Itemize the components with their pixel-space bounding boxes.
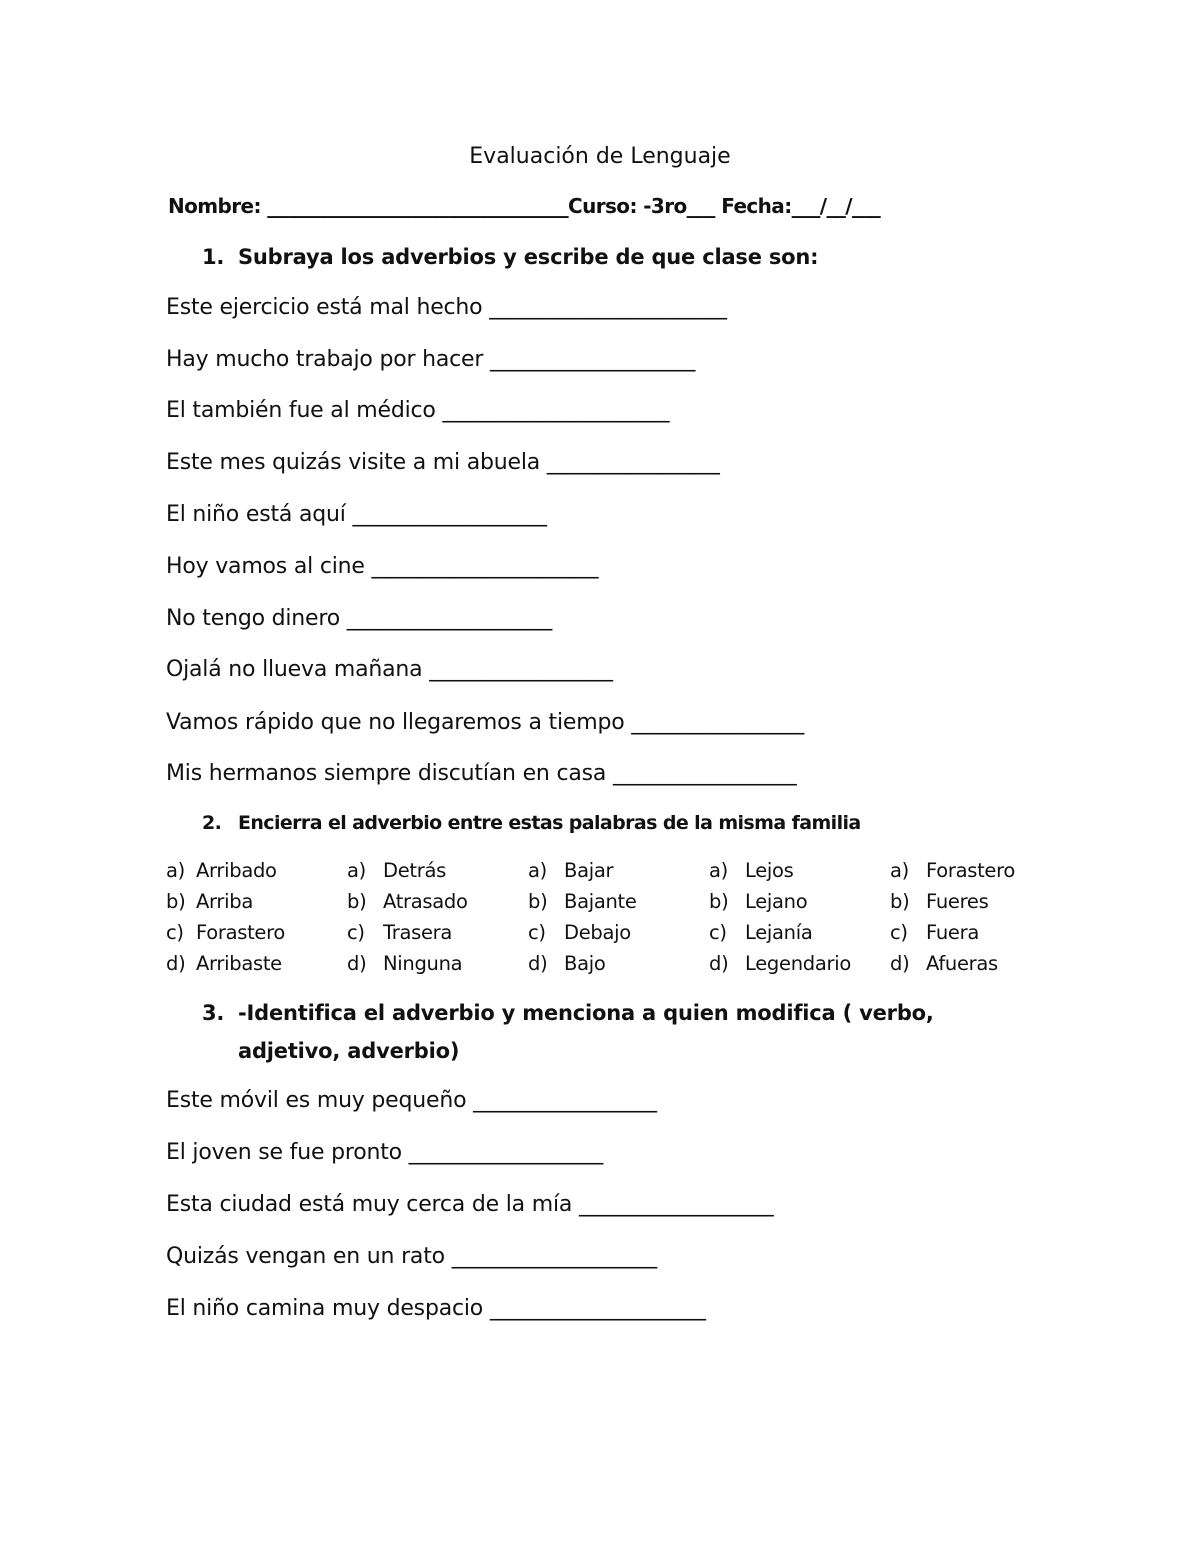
option-item: d) Ninguna (347, 952, 463, 975)
section-2-number: 2. (202, 812, 222, 834)
option-item: d) Arribaste (166, 952, 282, 975)
section-3-sentence: Quizás vengan en un rato ___________________ (166, 1244, 657, 1269)
option-item: c) Debajo (528, 921, 631, 944)
section-1-instruction: Subraya los adverbios y escribe de que clase son: (238, 245, 819, 269)
section-1-sentence: Mis hermanos siempre discutían en casa _________________ (166, 761, 797, 786)
section-1-number: 1. (202, 245, 225, 269)
section-1-sentence: Hoy vamos al cine _____________________ (166, 554, 599, 579)
page-title: Evaluación de Lenguaje (469, 144, 731, 169)
section-3-instruction: -Identifica el adverbio y menciona a quien modifica ( verbo, adjetivo, adverbio) (238, 1001, 934, 1063)
section-1-sentence: No tengo dinero ___________________ (166, 606, 553, 631)
section-1-sentence: Este ejercicio está mal hecho ______________________ (166, 295, 727, 320)
option-item: a) Lejos (709, 859, 794, 882)
student-info-line: Nombre: ________________________________Curso: -3ro___ Fecha:___/__/___ (168, 194, 881, 218)
option-column-3 (528, 856, 708, 980)
section-3-sentence: El niño camina muy despacio ____________________ (166, 1296, 706, 1321)
option-item: a) Detrás (347, 859, 446, 882)
option-item: d) Bajo (528, 952, 606, 975)
section-1-sentence: Ojalá no llueva mañana _________________ (166, 657, 613, 682)
option-item: b) Lejano (709, 890, 808, 913)
section-3-number: 3. (202, 1001, 225, 1025)
section-1-heading (202, 238, 1042, 276)
section-1-sentence: Vamos rápido que no llegaremos a tiempo ________________ (166, 710, 805, 735)
section-3-heading (202, 994, 1042, 1070)
section-1-sentence: El también fue al médico _____________________ (166, 398, 670, 423)
option-column-1 (166, 856, 346, 980)
option-item: b) Atrasado (347, 890, 468, 913)
option-item: d) Legendario (709, 952, 851, 975)
section-1-sentence: Este mes quizás visite a mi abuela ________________ (166, 450, 720, 475)
section-1-sentence: El niño está aquí __________________ (166, 502, 547, 527)
section-3-sentence: Esta ciudad está muy cerca de la mía __________________ (166, 1192, 774, 1217)
option-column-5 (890, 856, 1070, 980)
section-2-instruction: Encierra el adverbio entre estas palabras de la misma familia (238, 812, 861, 834)
option-item: b) Arriba (166, 890, 253, 913)
option-item: b) Bajante (528, 890, 637, 913)
section-3-sentence: Este móvil es muy pequeño _________________ (166, 1088, 657, 1113)
option-item: a) Bajar (528, 859, 614, 882)
option-item: c) Forastero (166, 921, 286, 944)
option-item: d) Afueras (890, 952, 998, 975)
option-column-4 (709, 856, 889, 980)
option-item: b) Fueres (890, 890, 989, 913)
section-3-sentence: El joven se fue pronto __________________ (166, 1140, 604, 1165)
section-1-sentence: Hay mucho trabajo por hacer ___________________ (166, 347, 696, 372)
option-item: c) Lejanía (709, 921, 813, 944)
option-column-2 (347, 856, 527, 980)
option-item: a) Forastero (890, 859, 1016, 882)
section-2-heading (202, 804, 1042, 842)
word-family-options (166, 856, 1046, 980)
option-item: c) Trasera (347, 921, 453, 944)
option-item: c) Fuera (890, 921, 979, 944)
option-item: a) Arribado (166, 859, 277, 882)
